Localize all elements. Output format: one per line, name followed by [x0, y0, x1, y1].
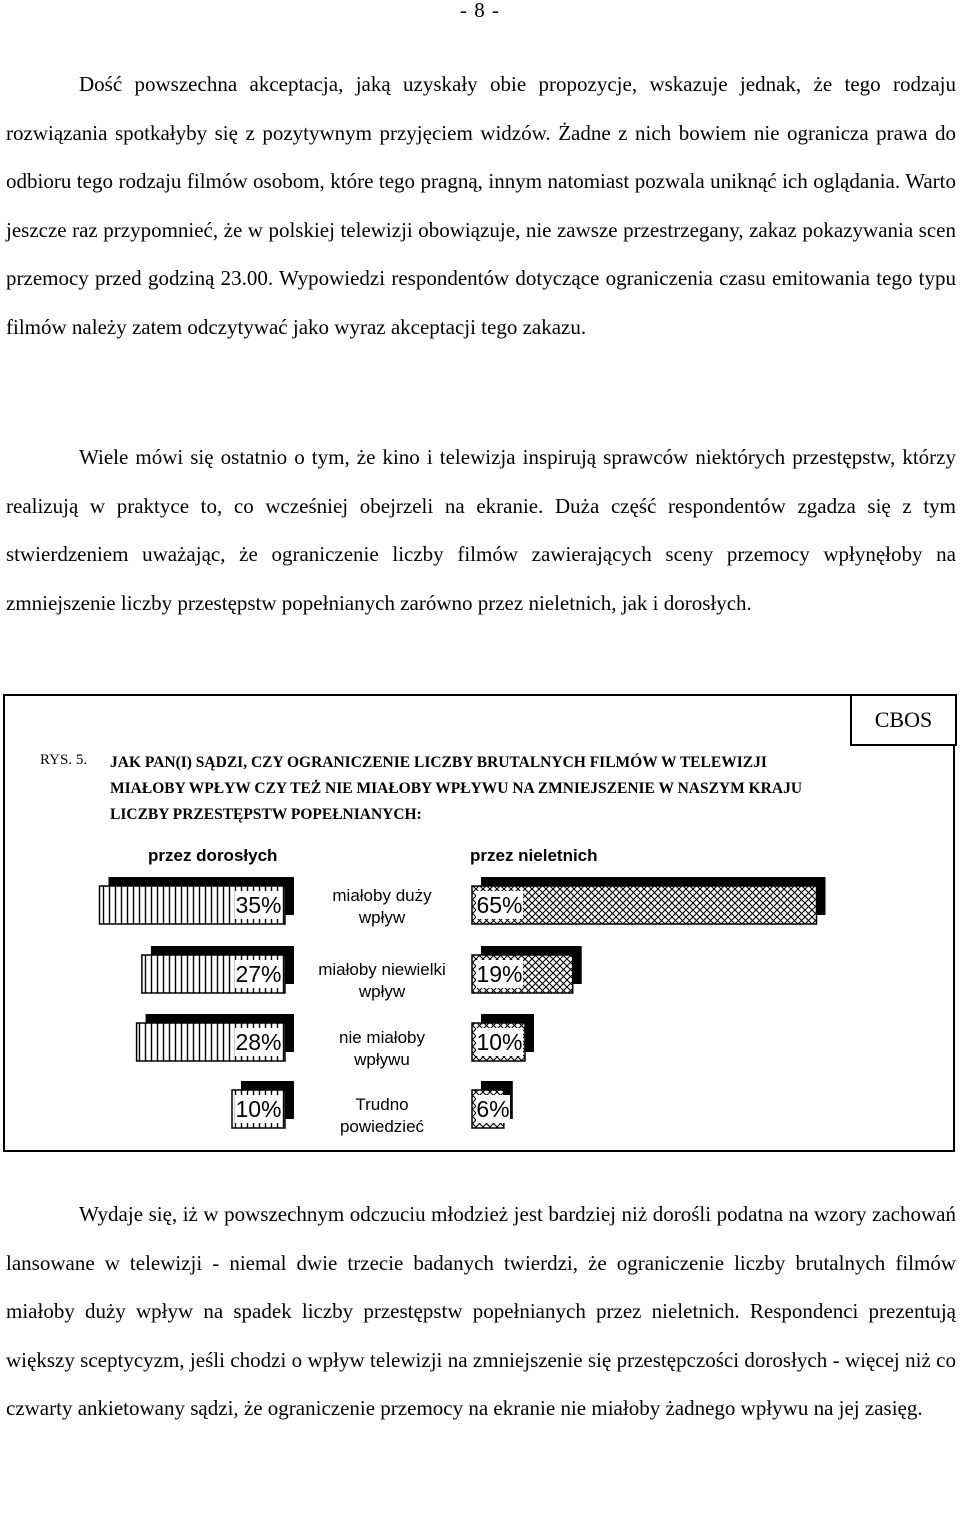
- bar-minors-3: [472, 1081, 513, 1128]
- category-label-line: nie miałoby: [339, 1028, 425, 1047]
- category-label: [339, 1028, 425, 1069]
- series-title-minors: przez nieletnich: [470, 846, 598, 865]
- category-label-line: powiedzieć: [339, 1117, 425, 1136]
- data-label: 28%: [235, 1029, 282, 1055]
- figure-title: JAK PAN(I) SĄDZI, CZY OGRANICZENIE LICZBY BRUTALNYCH FILMÓW W TELEWIZJI MIAŁOBY WPŁYW CZY TEŻ NIE MIAŁOBY WPŁYWU NA ZMNIEJSZENIE W NASZYM KRAJU LICZBY PRZESTĘPSTW POPEŁNIANYCH:: [110, 754, 803, 823]
- bar-adults-2: [137, 1014, 294, 1061]
- category-label-line: wpływ: [358, 908, 406, 927]
- category-label-line: wpływ: [358, 982, 406, 1001]
- data-label: 10%: [476, 1029, 523, 1055]
- data-label: 19%: [476, 961, 523, 987]
- data-label: 65%: [476, 892, 523, 918]
- category-label-line: miałoby niewielki: [318, 960, 446, 979]
- data-label: 35%: [235, 892, 282, 918]
- bar-minors-2: [472, 1014, 534, 1061]
- bar-adults-1: [142, 946, 294, 993]
- category-label-line: wpływu: [354, 1050, 410, 1069]
- figure-number: RYS. 5.: [40, 752, 88, 768]
- bar-face: [472, 886, 817, 924]
- category-label-line: Trudno: [355, 1095, 409, 1114]
- paragraph: Dość powszechna akceptacja, jaką uzyskały obie propozycje, wskazuje jednak, że tego rodzaju rozwiązania spotkałyby się z pozytywnym przyjęciem widzów. Żadne z nich bowiem nie ogranicza prawa do odbioru tego rodzaju filmów osobom, które tego pragną, innym natomiast pozwala uniknąć ich oglądania. Warto jeszcze raz przypomnieć, że w polskiej telewizji obowiązuje, nie zawsze przestrzegany, zakaz pokazywania scen przemocy przed godziną 23.00. Wypowiedzi respondentów dotyczące ograniczenia czasu emitowania tego typu filmów należy zatem odczytywać jako wyraz akceptacji tego zakazu.: [6, 72, 956, 339]
- data-label: 6%: [476, 1096, 510, 1122]
- category-label: [340, 1095, 425, 1136]
- bar-minors-0: [472, 877, 826, 924]
- bar-adults-0: [100, 877, 295, 924]
- category-label-line: miałoby duży: [332, 886, 432, 905]
- bar-adults-3: [232, 1081, 294, 1128]
- source-label: CBOS: [850, 694, 957, 746]
- data-label: 10%: [235, 1096, 282, 1122]
- page-number: - 8 -: [460, 0, 500, 22]
- paragraph: Wiele mówi się ostatnio o tym, że kino i telewizja inspirują sprawców niektórych przestępstw, którzy realizują w praktyce to, co wcześniej obejrzeli na ekranie. Duża część respondentów zgadza się z tym stwierdzeniem uważając, że ograniczenie liczby filmów zawierających sceny przemocy wpłynęłoby na zmniejszenie liczby przestępstw popełnianych zarówno przez nieletnich, jak i dorosłych.: [6, 445, 956, 615]
- category-label: [332, 886, 432, 927]
- series-title-adults: przez dorosłych: [148, 846, 278, 865]
- category-label: [318, 960, 446, 1001]
- bar-minors-1: [472, 946, 582, 993]
- paragraph: Wydaje się, iż w powszechnym odczuciu młodzież jest bardziej niż dorośli podatna na wzory zachowań lansowane w telewizji - niemal dwie trzecie badanych twierdzi, że ograniczenie liczby brutalnych filmów miałoby duży wpływ na spadek liczby przestępstw popełnianych przez nieletnich. Respondenci prezentują większy sceptycyzm, jeśli chodzi o wpływ telewizji na zmniejszenie się przestępczości dorosłych - więcej niż co czwarty ankietowany sądzi, że ograniczenie przemocy na ekranie nie miałoby żadnego wpływu na jej zasięg.: [6, 1202, 956, 1420]
- data-label: 27%: [235, 961, 282, 987]
